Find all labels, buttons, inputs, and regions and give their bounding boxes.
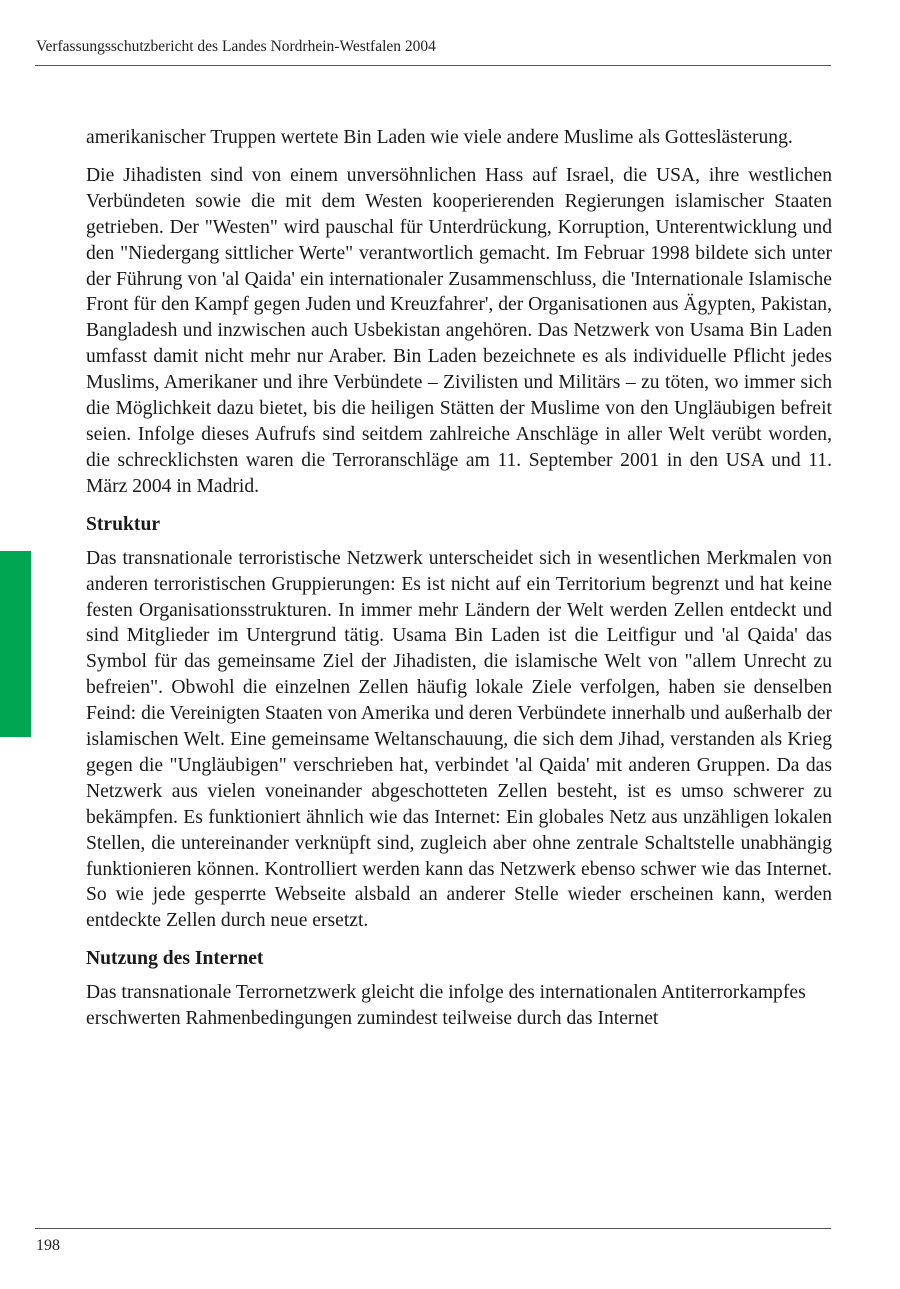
footer-divider (35, 1228, 831, 1229)
paragraph-struktur: Das transnationale terroristische Netzwerk unterscheidet sich in wesentlichen Merkmalen von anderen terroristischen Gruppierungen: Es ist nicht auf ein Territorium begrenzt und hat keine festen Organisationsstrukturen. In immer mehr Ländern der Welt werden Zellen entdeckt und sind Mitglieder im Untergrund tätig. Usama Bin Laden ist die Leitfigur und 'al Qaida' das Symbol für das gemeinsame Ziel der Jihadisten, die islamische Welt von "allem Unrecht zu befreien". Obwohl die einzelnen Zellen häufig lokale Ziele verfolgen, haben sie denselben Feind: die Vereinigten Staaten von Amerika und deren Verbündete innerhalb und außerhalb der islamischen Welt. Eine gemeinsame Weltanschauung, die sich dem Jihad, verstanden als Krieg gegen die "Ungläubigen" verschrieben hat, verbindet 'al Qaida' mit anderen Gruppen. Da das Netzwerk aus vielen voneinander abgeschotteten Zellen besteht, ist es umso schwerer zu bekämpfen. Es funktioniert ähnlich wie das Internet: Ein globales Netz aus unzähligen lokalen Stellen, die untereinander verknüpft sind, zugleich aber ohne zentrale Schaltstelle unabhängig funktionieren können. Kontrolliert werden kann das Netzwerk ebenso schwer wie das Internet. So wie jede gesperrte Webseite alsbald an anderer Stelle wieder erscheinen kann, werden entdeckte Zellen durch neue ersetzt. (86, 547, 832, 932)
chapter-side-tab (0, 551, 31, 737)
paragraph-continuation: amerikanischer Truppen wertete Bin Laden wie viele andere Muslime als Gotteslästerung. (86, 127, 793, 148)
page-number: 198 (36, 1237, 60, 1254)
running-header: Verfassungsschutzbericht des Landes Nordrhein-Westfalen 2004 (36, 38, 436, 55)
section-heading-struktur: Struktur (86, 513, 161, 535)
page-body (86, 125, 832, 1044)
paragraph-internet: Das transnationale Terrornetzwerk gleicht die infolge des internationalen Antiterrorkampfes erschwerten Rahmenbedingungen zumindest teilweise durch das Internet (86, 982, 806, 1030)
paragraph-jihadisten: Die Jihadisten sind von einem unversöhnlichen Hass auf Israel, die USA, ihre westlichen Verbündeten sowie die mit dem Westen kooperierenden Regierungen islamischer Staaten getrieben. Der "Westen" wird pauschal für Unterdrückung, Korruption, Unterentwicklung und den "Niedergang sittlicher Werte" verantwortlich gemacht. Im Februar 1998 bildete sich unter der Führung von 'al Qaida' ein internationaler Zusammenschluss, die 'Internationale Islamische Front für den Kampf gegen Juden und Kreuzfahrer', der Organisationen aus Ägypten, Pakistan, Bangladesh und inzwischen auch Usbekistan angehören. Das Netzwerk von Usama Bin Laden umfasst damit nicht mehr nur Araber. Bin Laden bezeichnete es als individuelle Pflicht jedes Muslims, Amerikaner und ihre Verbündete – Zivilisten und Militärs – zu töten, wo immer sich die Möglichkeit dazu bietet, bis die heiligen Stätten der Muslime von den Ungläubigen befreit seien. Infolge dieses Aufrufs sind seitdem zahlreiche Anschläge in aller Welt verübt worden, die schrecklichsten waren die Terroranschläge am 11. September 2001 in den USA und 11. März 2004 in Madrid. (86, 164, 832, 497)
header-divider (35, 65, 831, 66)
section-heading-internet: Nutzung des Internet (86, 948, 264, 970)
